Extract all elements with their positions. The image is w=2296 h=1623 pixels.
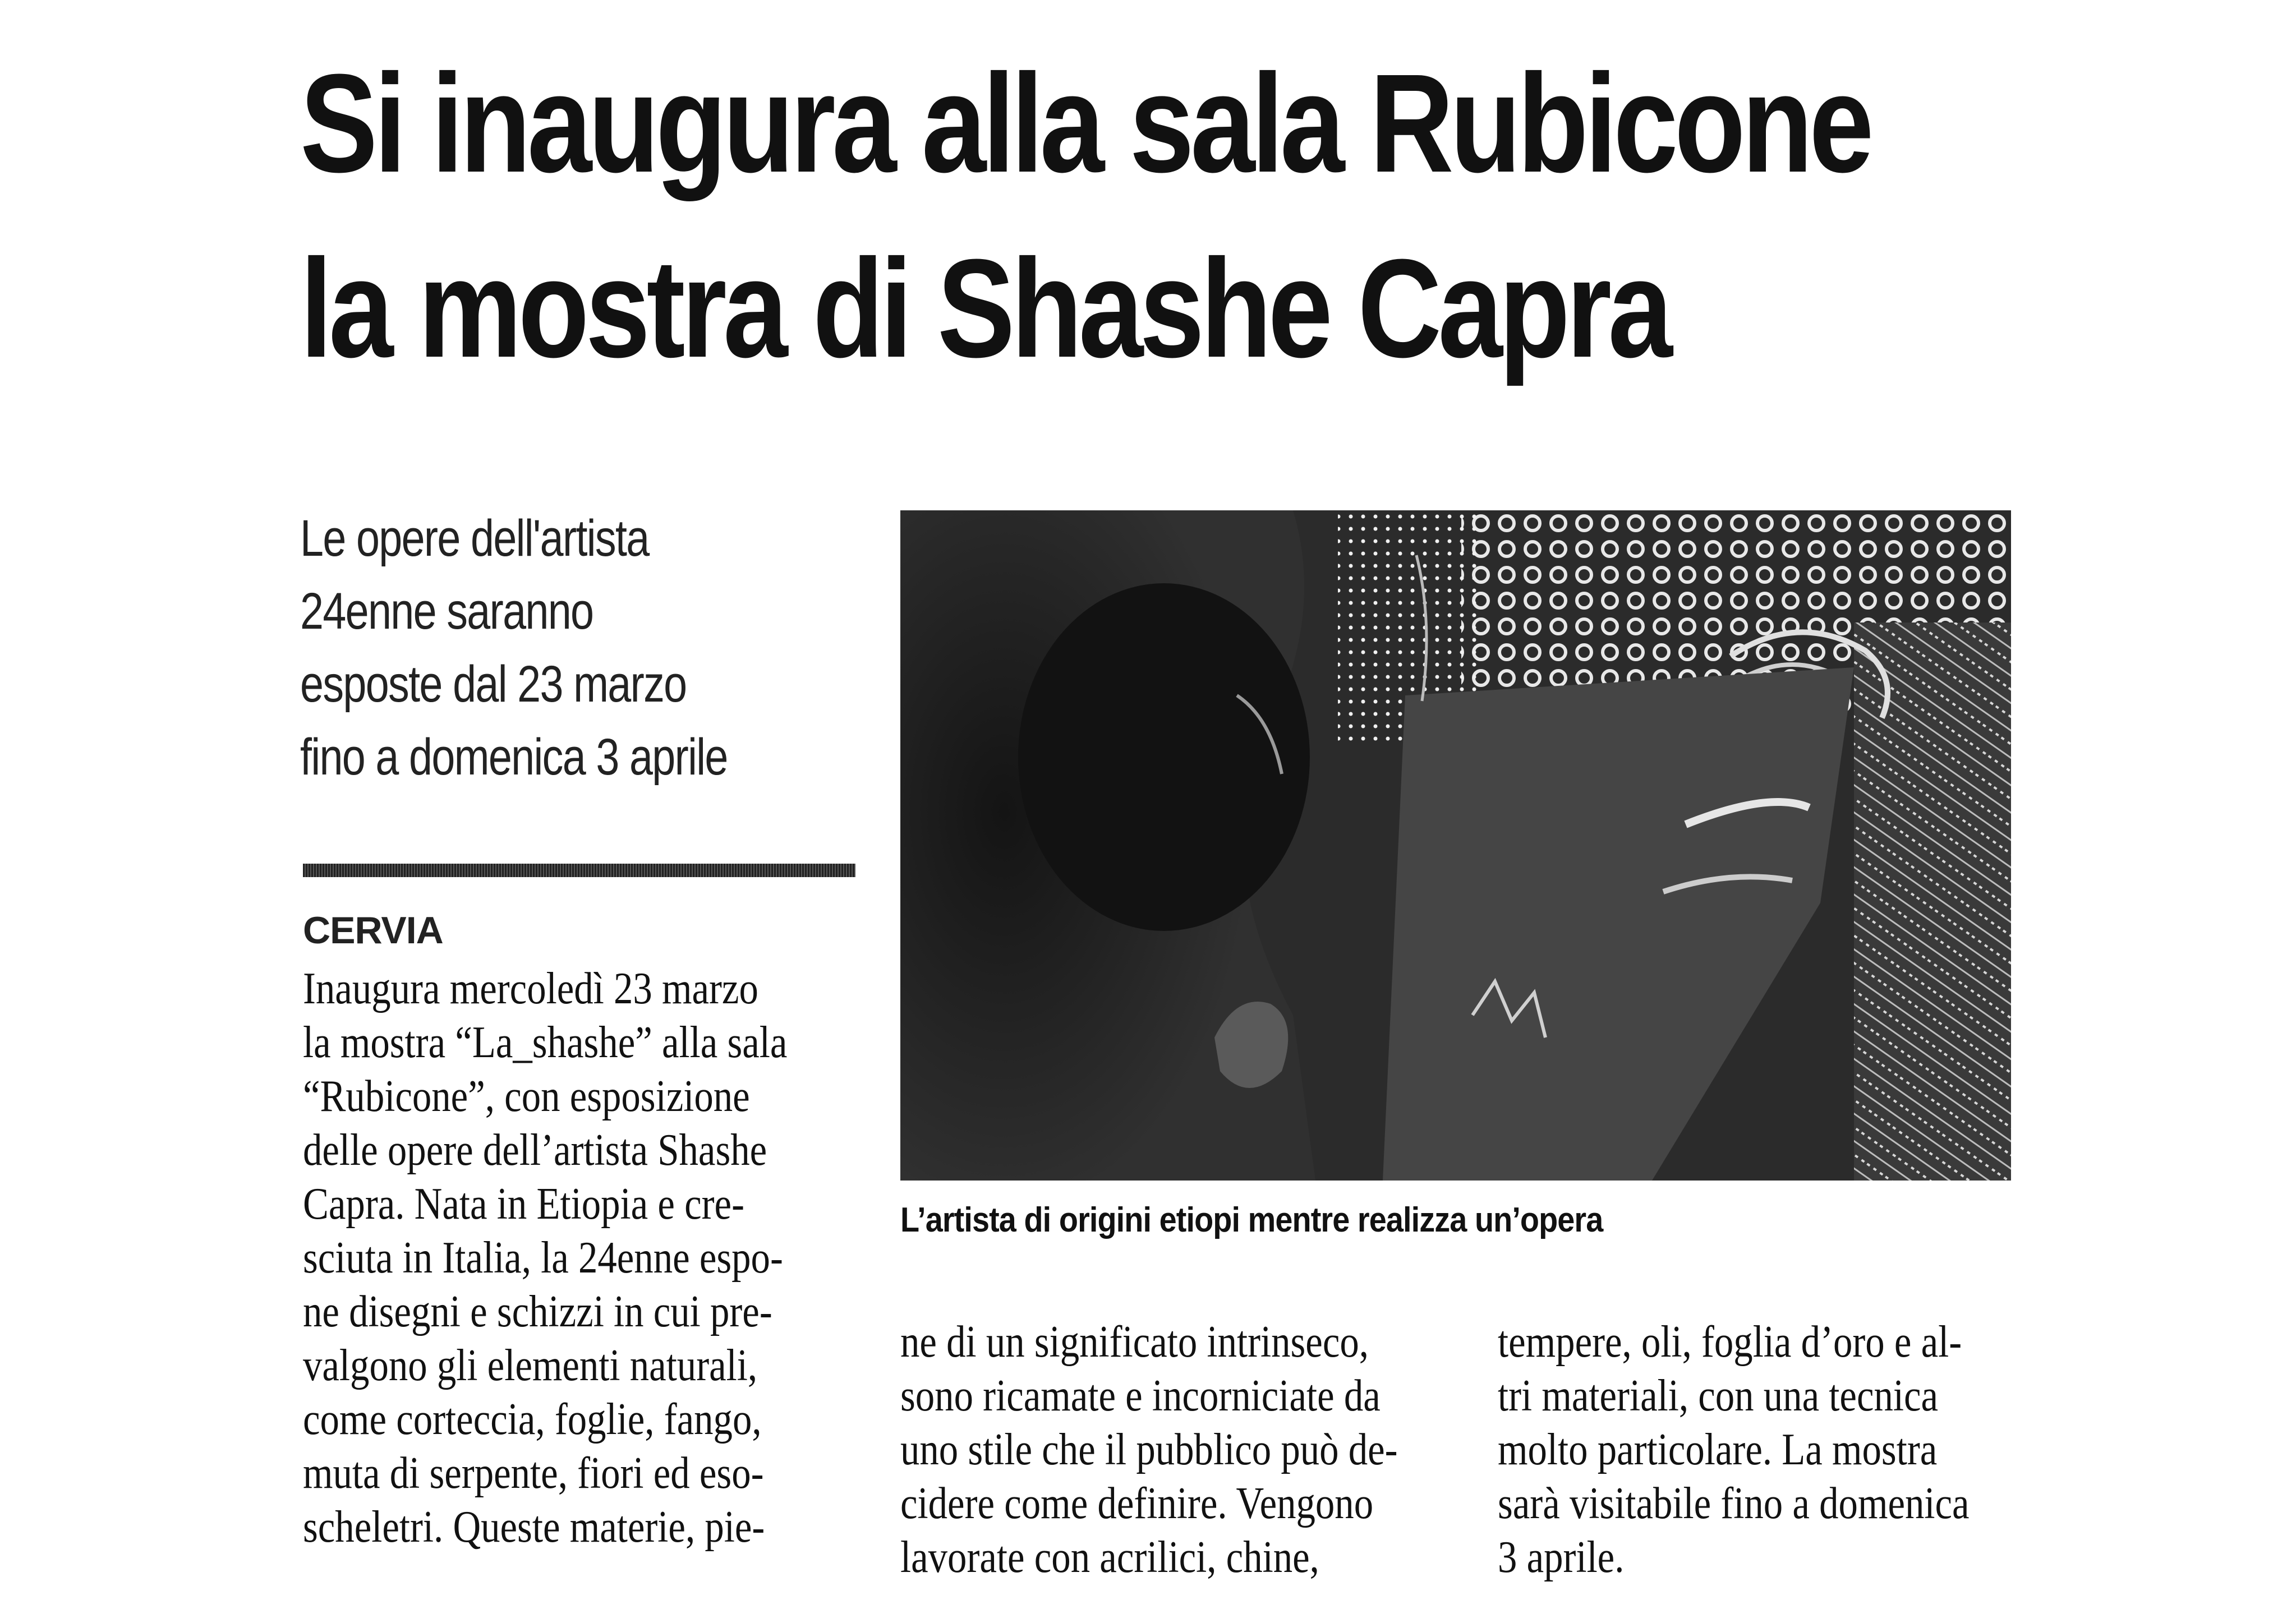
text-line: Inaugura mercoledì 23 marzo xyxy=(303,964,758,1013)
text-line: scheletri. Queste materie, pie- xyxy=(303,1502,765,1552)
text-line: tri materiali, con una tecnica xyxy=(1498,1371,1939,1421)
text-line: ne di un significato intrinseco, xyxy=(900,1317,1369,1367)
article-column-1 xyxy=(303,962,787,1554)
subhead-line: esposte dal 23 marzo xyxy=(300,656,687,713)
text-line: la mostra “La_shashe” alla sala xyxy=(303,1018,788,1067)
text-line: muta di serpente, fiori ed eso- xyxy=(303,1449,764,1498)
text-line: delle opere dell’artista Shashe xyxy=(303,1126,767,1175)
text-line: lavorate con acrilici, chine, xyxy=(900,1533,1319,1582)
text-line: tempere, oli, foglia d’oro e al- xyxy=(1498,1317,1962,1367)
article-column-3 xyxy=(1498,1315,1970,1584)
headline-line-2: la mostra di Shashe Capra xyxy=(300,230,1669,386)
subhead-line: fino a domenica 3 aprile xyxy=(300,728,728,786)
headline-line-1: Si inaugura alla sala Rubicone xyxy=(300,45,1870,201)
text-line: ne disegni e schizzi in cui pre- xyxy=(303,1287,772,1336)
text-line: come corteccia, foglie, fango, xyxy=(303,1395,762,1444)
text-line: “Rubicone”, con esposizione xyxy=(303,1072,750,1121)
text-line: sarà visitabile fino a domenica xyxy=(1498,1479,1970,1528)
text-line: cidere come definire. Vengono xyxy=(900,1479,1374,1528)
artist-photo xyxy=(900,510,2011,1181)
dateline: CERVIA xyxy=(303,909,443,952)
subhead-line: 24enne saranno xyxy=(300,583,593,640)
headline xyxy=(300,31,1870,401)
photo-caption: L’artista di origini etiopi mentre realizza un’opera xyxy=(900,1201,1603,1239)
section-divider xyxy=(303,864,855,877)
text-line: uno stile che il pubblico può de- xyxy=(900,1425,1398,1474)
subheadline xyxy=(300,502,806,794)
text-line: Capra. Nata in Etiopia e cre- xyxy=(303,1179,745,1229)
text-line: valgono gli elementi naturali, xyxy=(303,1341,758,1390)
text-line: sono ricamate e incorniciate da xyxy=(900,1371,1381,1421)
text-line: 3 aprile. xyxy=(1498,1533,1625,1582)
article-column-2 xyxy=(900,1315,1398,1584)
subhead-line: Le opere dell'artista xyxy=(300,510,649,567)
text-line: sciuta in Italia, la 24enne espo- xyxy=(303,1233,783,1283)
text-line: molto particolare. La mostra xyxy=(1498,1425,1938,1474)
